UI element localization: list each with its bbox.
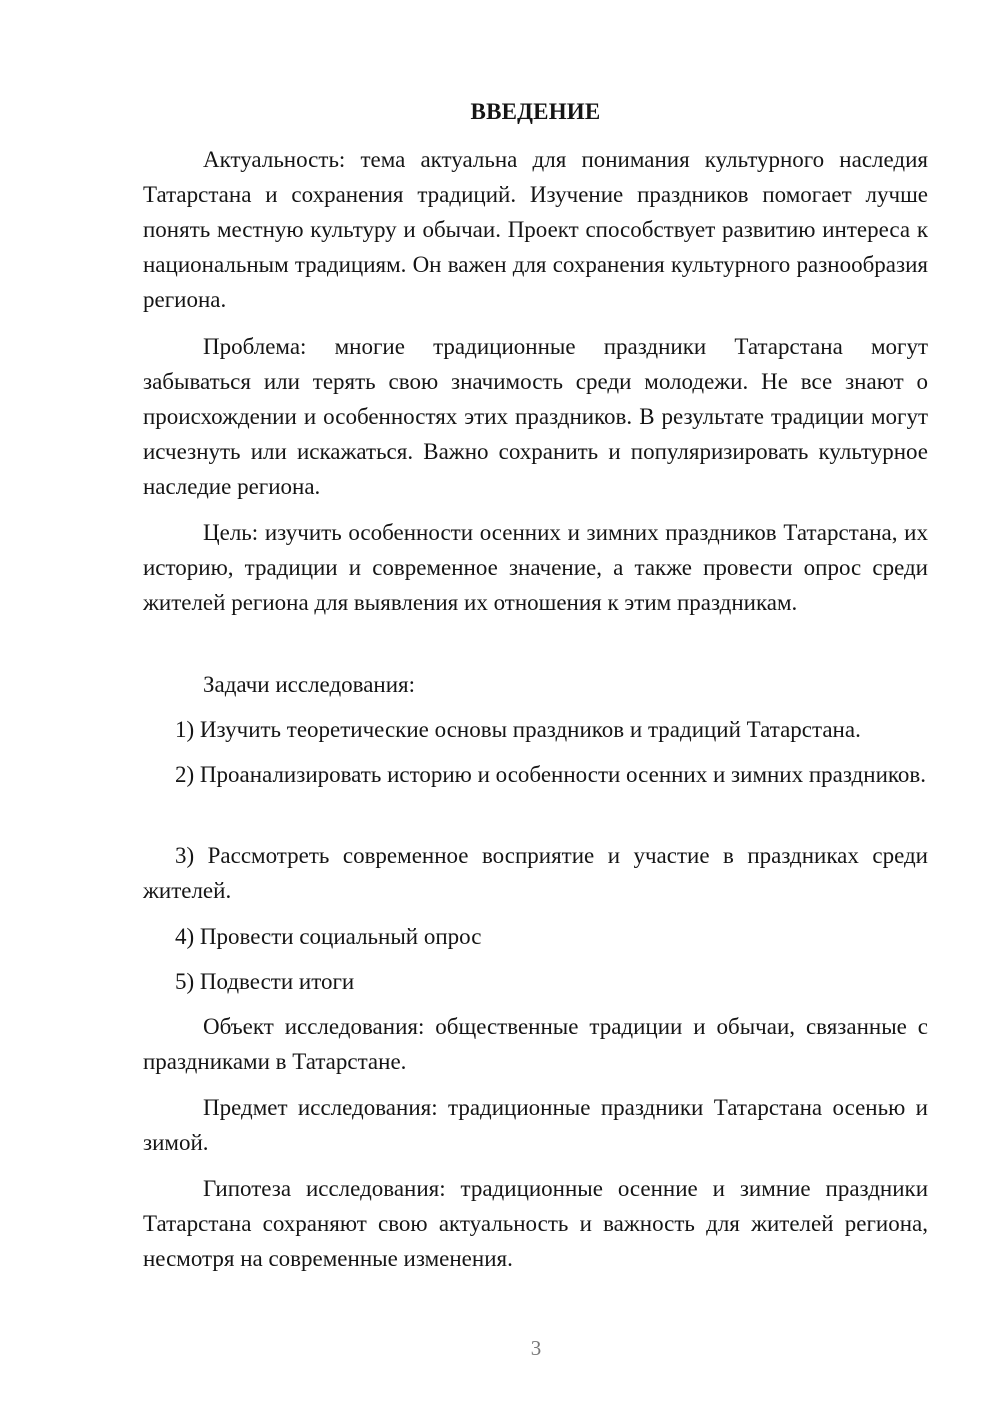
paragraph-subject: Предмет исследования: традиционные праздники Татарстана осенью и зимой.: [143, 1095, 928, 1155]
paragraph-object: Объект исследования: общественные традиции и обычаи, связанные с праздниками в Татарстане.: [143, 1014, 928, 1074]
task-item-2: 2) Проанализировать историю и особенности осенних и зимних праздников.: [175, 762, 926, 787]
task-item-1: 1) Изучить теоретические основы праздников и традиций Татарстана.: [175, 717, 861, 742]
task-item-3: 3) Рассмотреть современное восприятие и участие в праздниках среди жителей.: [143, 843, 928, 903]
page-title: ВВЕДЕНИЕ: [470, 99, 601, 124]
paragraph-hypothesis: Гипотеза исследования: традиционные осенние и зимние праздники Татарстана сохраняют свою актуальность и важность для жителей региона, несмотря на современные изменения.: [143, 1176, 928, 1271]
paragraph-relevance: Актуальность: тема актуальна для понимания культурного наследия Татарстана и сохранения традиций. Изучение праздников помогает лучше понять местную культуру и обычаи. Проект способствует развитию интереса к национальным традициям. Он важен для сохранения культурного разнообразия региона.: [143, 147, 928, 312]
page-number: 3: [530, 1336, 542, 1360]
task-item-4: 4) Провести социальный опрос: [175, 924, 482, 949]
paragraph-goal: Цель: изучить особенности осенних и зимних праздников Татарстана, их историю, традиции и современное значение, а также провести опрос среди жителей региона для выявления их отношения к этим праздникам.: [143, 520, 928, 615]
paragraph-tasks-heading: Задачи исследования:: [203, 672, 416, 697]
task-item-5: 5) Подвести итоги: [175, 969, 355, 994]
paragraph-problem: Проблема: многие традиционные праздники Татарстана могут забываться или терять свою значимость среди молодежи. Не все знают о происхождении и особенностях этих праздников. В результате традиции могут исчезнуть или искажаться. Важно сохранить и популяризировать культурное наследие региона.: [143, 334, 928, 499]
